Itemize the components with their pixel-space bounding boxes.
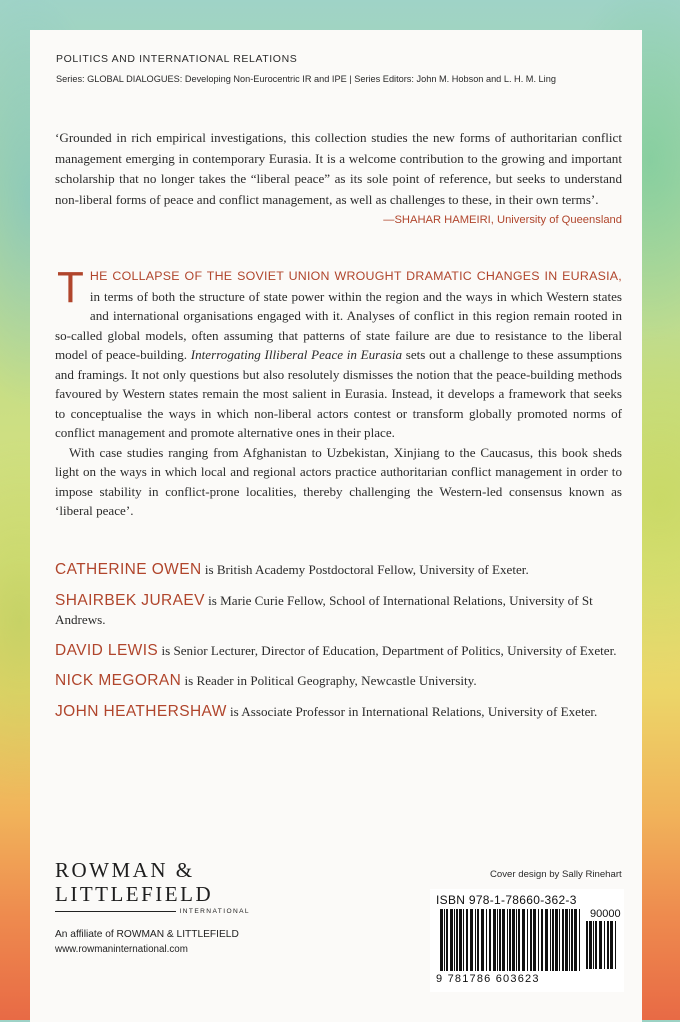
drop-cap: T bbox=[57, 263, 84, 312]
publisher-logo-rule bbox=[55, 908, 250, 915]
author-name: DAVID LEWIS bbox=[55, 641, 159, 659]
back-cover-panel bbox=[30, 30, 642, 1022]
barcode-digits: 9 781786 603623 bbox=[436, 973, 540, 985]
description-text-a: in terms of both the structure of state power within the region and the ways in which Western states and international organisations engaged with it. Analyses of conflict in this region remain rooted in so-called global models, often assuming that patterns of state failure are due to resistance to the liberal model of peace-building. bbox=[55, 288, 622, 362]
endorsement-attribution: —SHAHAR HAMEIRI, University of Queensland bbox=[383, 214, 622, 226]
author-name: SHAIRBEK JURAEV bbox=[55, 591, 205, 609]
lead-in-caps: HE COLLAPSE OF THE SOVIET UNION WROUGHT DRAMATIC CHANGES IN EURASIA, bbox=[89, 269, 622, 283]
series-header bbox=[56, 52, 626, 86]
description-paragraph-1 bbox=[55, 263, 622, 443]
publisher-logo-line-2: LITTLEFIELD bbox=[55, 882, 214, 906]
author-entry bbox=[55, 641, 625, 661]
subject-category: POLITICS AND INTERNATIONAL RELATIONS bbox=[56, 53, 298, 65]
author-bio: is Senior Lecturer, Director of Education, Department of Politics, University of Exeter. bbox=[158, 642, 617, 658]
author-bio: is Marie Curie Fellow, School of International Relations, University of St Andrews. bbox=[55, 592, 593, 627]
price-code: 90000 bbox=[590, 908, 621, 920]
publisher-block bbox=[55, 858, 295, 955]
book-description bbox=[55, 263, 622, 521]
author-entry bbox=[55, 702, 625, 722]
series-info: Series: GLOBAL DIALOGUES: Developing Non-Eurocentric IR and IPE | Series Editors: John M. Hobson and L. H. M. Ling bbox=[56, 74, 556, 84]
publisher-logo-line-1: ROWMAN & bbox=[55, 858, 195, 882]
endorsement-quote: ‘Grounded in rich empirical investigations, this collection studies the new forms of authoritarian conflict management emerging in contemporary Eurasia. It is a welcome contribution to the growing and important scholarship that no longer takes the “liberal peace” as its sole point of reference, but seeks to understand non-liberal forms of peace and conflict management, as well as challenges to these, in their own terms’. bbox=[55, 130, 622, 207]
isbn-number: ISBN 978-1-78660-362-3 bbox=[436, 893, 577, 907]
isbn-barcode bbox=[430, 889, 624, 992]
barcode-addon-bars bbox=[586, 921, 618, 971]
book-title: Interrogating Illiberal Peace in Eurasia bbox=[190, 347, 403, 362]
author-entry bbox=[55, 560, 625, 580]
author-name: CATHERINE OWEN bbox=[55, 561, 202, 578]
author-name: NICK MEGORAN bbox=[55, 672, 182, 689]
barcode-bars bbox=[440, 909, 580, 973]
author-bio: is Reader in Political Geography, Newcastle University. bbox=[181, 673, 477, 688]
cover-design-credit: Cover design by Sally Rinehart bbox=[490, 869, 622, 880]
logo-divider bbox=[55, 911, 176, 912]
description-paragraph-2: With case studies ranging from Afghanistan to Uzbekistan, Xinjiang to the Caucasus, this book sheds light on the ways in which local and regional actors practice authoritarian conflict management in order to impose stability in conflict-prone localities, thereby challenging the Western-led consensus known as ‘liberal peace’. bbox=[55, 444, 622, 518]
author-list bbox=[55, 560, 625, 732]
author-entry bbox=[55, 671, 625, 691]
endorsement bbox=[55, 128, 622, 231]
description-text-b: sets out a challenge to these assumptions and framings. It not only questions but also resolutely dismisses the notion that the peace-building methods favoured by Western states remain the most salient in Eurasia. Instead, it develops a framework that seeks to conceptualise the ways in which non-liberal actors contest or transform globally promoted norms of conflict management and promote alternative ones in their place. bbox=[55, 347, 622, 440]
author-bio: is British Academy Postdoctoral Fellow, University of Exeter. bbox=[201, 562, 529, 577]
publisher-logo-subtitle: INTERNATIONAL bbox=[179, 908, 250, 915]
publisher-affiliate: An affiliate of ROWMAN & LITTLEFIELD bbox=[55, 929, 239, 940]
author-entry bbox=[55, 591, 625, 630]
publisher-url: www.rowmaninternational.com bbox=[55, 944, 188, 955]
author-name: JOHN HEATHERSHAW bbox=[55, 702, 227, 720]
author-bio: is Associate Professor in International Relations, University of Exeter. bbox=[226, 703, 598, 719]
